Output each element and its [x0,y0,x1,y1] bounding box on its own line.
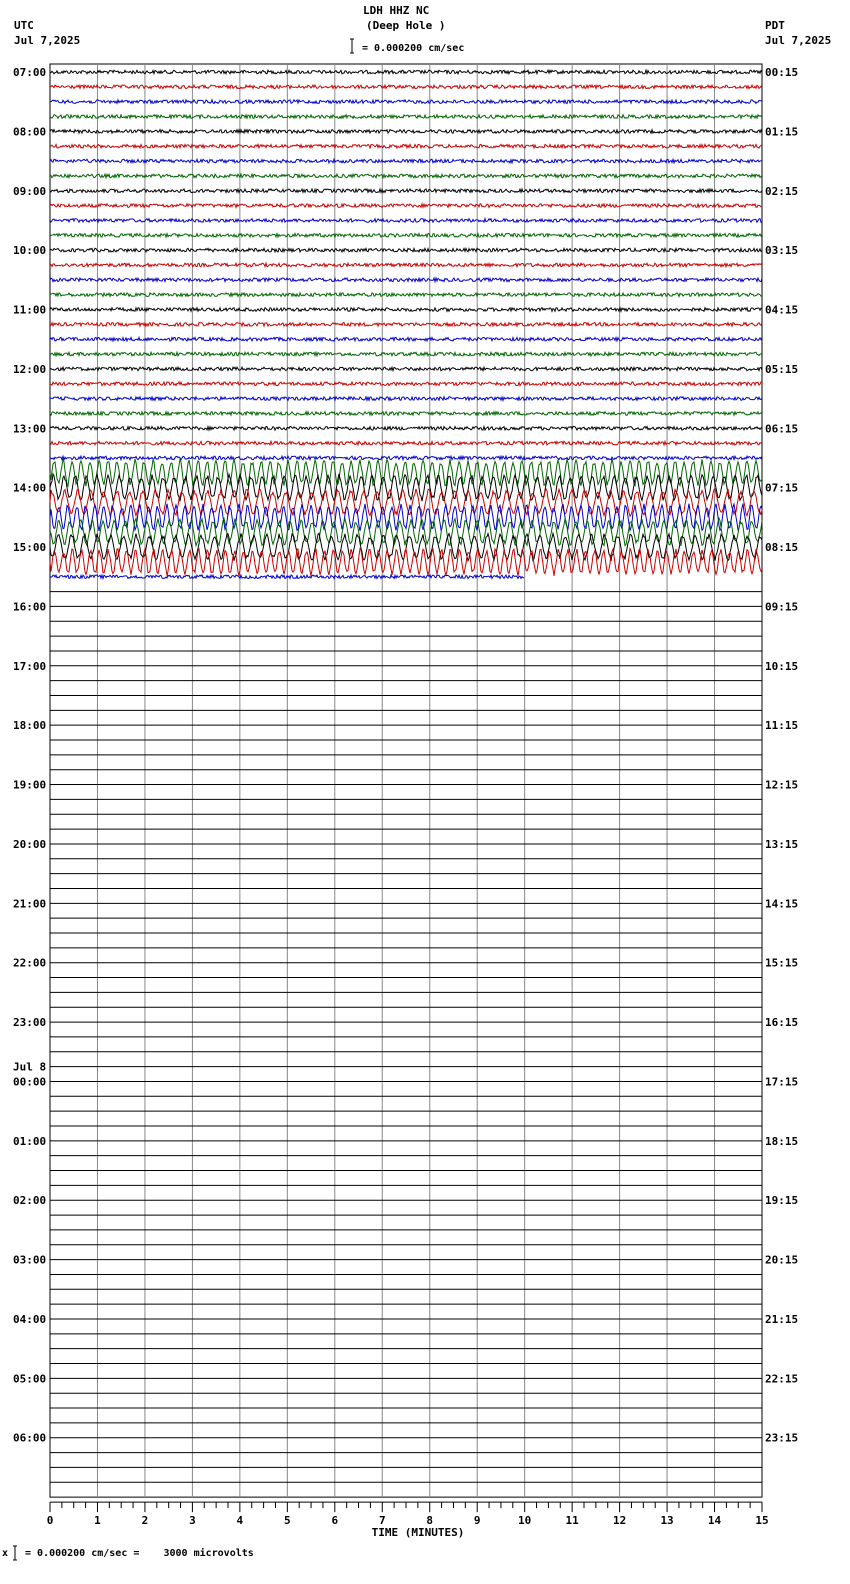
seismic-trace [50,70,762,74]
x-tick-label: 3 [189,1514,196,1528]
pdt-hour-label: 12:15 [765,778,799,792]
seismic-trace [50,474,762,502]
seismic-trace [50,397,762,401]
seismic-trace [50,293,762,297]
pdt-hour-label: 02:15 [765,184,799,198]
seismic-trace [50,204,762,208]
x-tick-label: 14 [707,1514,722,1528]
utc-hour-label: 20:00 [13,837,47,851]
seismic-trace [50,518,762,545]
pdt-hour-label: 16:15 [765,1016,799,1030]
seismic-trace [50,308,762,312]
pdt-hour-label: 00:15 [765,66,799,79]
pdt-hour-label: 10:15 [765,659,799,673]
x-tick-label: 10 [518,1514,532,1528]
utc-hour-label: 12:00 [13,362,47,376]
seismic-trace [50,100,762,104]
seismic-trace [50,382,762,386]
utc-hour-label: 02:00 [13,1194,47,1208]
seismic-trace [50,459,762,486]
utc-hour-label: 00:00 [13,1075,47,1089]
station-title: LDH HHZ NC [363,4,430,17]
pdt-hour-label: 13:15 [765,837,799,851]
utc-hour-label: 09:00 [13,184,47,198]
station-location: (Deep Hole ) [366,19,446,32]
utc-hour-label: 07:00 [13,66,47,79]
utc-hour-label: 11:00 [13,303,47,317]
utc-hour-label: 22:00 [13,956,47,970]
seismic-trace [50,337,762,341]
seismic-trace [50,533,762,561]
utc-hour-label: 10:00 [13,244,47,258]
seismic-trace [50,248,762,252]
pdt-hour-label: 17:15 [765,1075,799,1089]
seismic-trace [50,489,762,517]
left-timezone: UTC [14,19,34,32]
seismic-trace [50,219,762,223]
utc-hour-label: 14:00 [13,481,47,495]
seismic-trace [50,412,762,416]
x-axis-title: TIME (MINUTES) [371,1526,465,1540]
footer-marker: x [2,1548,9,1559]
utc-hour-label: 04:00 [13,1312,47,1326]
date-change-label: Jul 8 [13,1060,47,1074]
pdt-hour-label: 05:15 [765,362,799,376]
x-tick-label: 11 [565,1514,579,1528]
pdt-hour-label: 23:15 [765,1431,799,1445]
utc-hour-label: 21:00 [13,897,47,911]
x-tick-label: 15 [755,1514,769,1528]
seismic-trace [50,549,762,576]
seismic-trace [50,456,762,460]
x-tick-label: 13 [660,1514,674,1528]
right-date: Jul 7,2025 [765,34,832,47]
left-date: Jul 7,2025 [14,34,81,47]
seismic-trace [50,159,762,163]
seismic-trace [50,144,762,148]
utc-hour-label: 16:00 [13,600,47,614]
pdt-hour-label: 03:15 [765,244,799,258]
utc-hour-label: 23:00 [13,1016,47,1030]
pdt-hour-label: 11:15 [765,719,799,733]
x-tick-label: 4 [236,1514,244,1528]
right-timezone: PDT [765,19,785,32]
seismic-trace [50,441,762,445]
pdt-hour-label: 18:15 [765,1134,799,1148]
seismic-trace [50,174,762,178]
pdt-hour-label: 07:15 [765,481,799,495]
seismic-trace [50,189,762,193]
utc-hour-label: 18:00 [13,719,47,733]
seismic-trace [50,263,762,267]
pdt-hour-label: 22:15 [765,1372,799,1386]
utc-hour-label: 17:00 [13,659,47,673]
seismic-trace [50,367,762,371]
utc-hour-label: 03:00 [13,1253,47,1267]
pdt-hour-label: 01:15 [765,125,799,139]
seismic-trace [50,85,762,89]
x-tick-label: 1 [94,1514,101,1528]
seismic-trace [50,130,762,134]
utc-hour-label: 01:00 [13,1134,47,1148]
footer-scale-note: = 0.000200 cm/sec = 3000 microvolts [25,1548,254,1559]
utc-hour-label: 08:00 [13,125,47,139]
x-tick-label: 0 [46,1514,54,1528]
seismic-trace [50,323,762,327]
pdt-hour-label: 15:15 [765,956,799,970]
seismic-trace [50,278,762,282]
pdt-hour-label: 20:15 [765,1253,799,1267]
utc-hour-label: 19:00 [13,778,47,792]
x-tick-label: 6 [331,1514,339,1528]
seismic-trace [50,427,762,431]
x-tick-label: 7 [378,1514,386,1528]
x-tick-label: 12 [612,1514,627,1528]
x-tick-label: 9 [473,1514,481,1528]
scale-label: = 0.000200 cm/sec [362,43,465,54]
x-tick-label: 5 [284,1514,291,1528]
utc-hour-label: 13:00 [13,422,47,436]
x-tick-label: 2 [141,1514,149,1528]
seismic-trace [50,115,762,119]
x-tick-label: 8 [426,1514,434,1528]
utc-hour-label: 15:00 [13,541,47,555]
pdt-hour-label: 21:15 [765,1312,799,1326]
pdt-hour-label: 09:15 [765,600,799,614]
pdt-hour-label: 08:15 [765,541,799,555]
utc-hour-label: 06:00 [13,1431,47,1445]
pdt-hour-label: 06:15 [765,422,799,436]
seismic-trace [50,234,762,238]
pdt-hour-label: 19:15 [765,1194,799,1208]
pdt-hour-label: 14:15 [765,897,799,911]
seismic-trace [50,352,762,356]
utc-hour-label: 05:00 [13,1372,47,1386]
pdt-hour-label: 04:15 [765,303,799,317]
